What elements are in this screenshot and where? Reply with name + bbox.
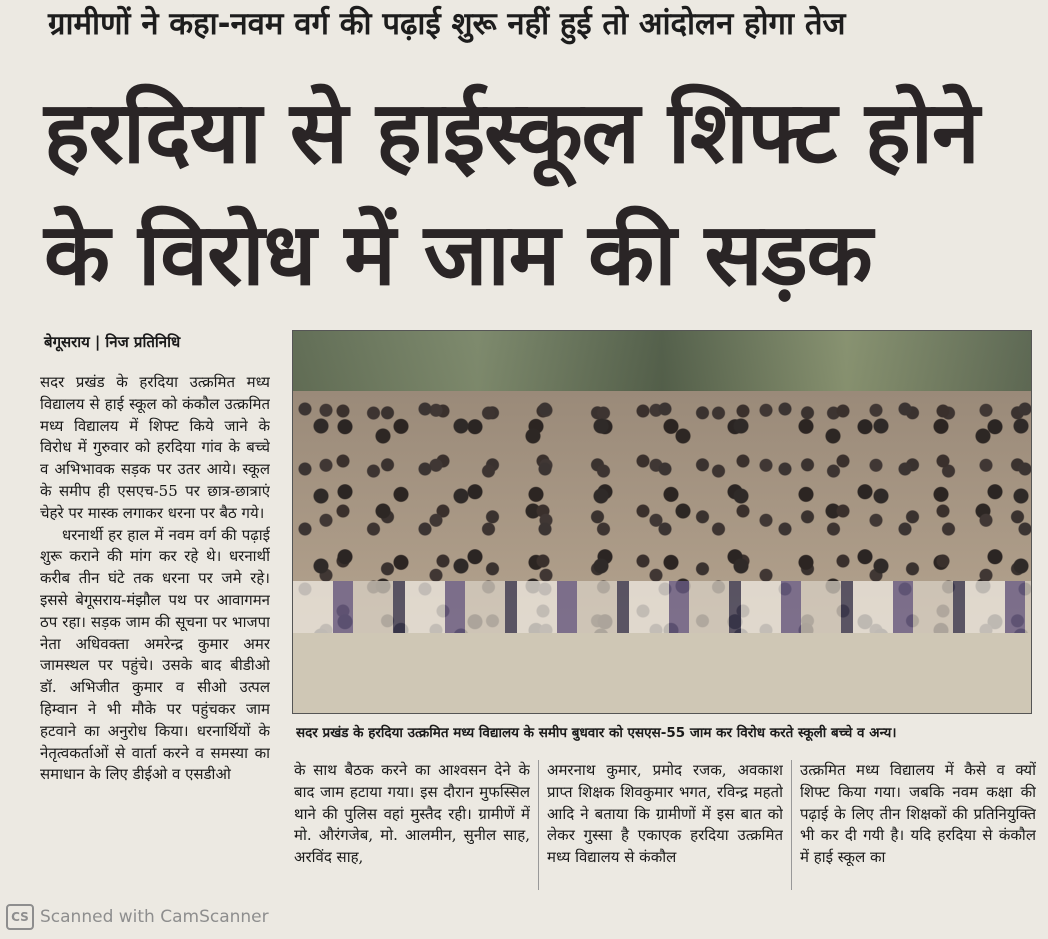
column-divider <box>791 760 792 890</box>
camscanner-logo-icon: CS <box>6 904 34 930</box>
photo-road <box>293 633 1031 713</box>
article-column-4 <box>800 760 1036 890</box>
article-column-1 <box>40 372 270 892</box>
headline-line-2: के विरोध में जाम की सड़क <box>44 205 872 305</box>
byline-separator: | <box>94 333 101 351</box>
camscanner-watermark <box>6 902 306 932</box>
article-paragraph-2: धरनार्थी हर हाल में नवम वर्ग की पढ़ाई शुरू कराने की मांग कर रहे थे। धरनार्थी करीब तीन घंटे तक धरना पर जमे रहे। इससे बेगूसराय-मंझौल पथ पर आवागमन ठप रहा। सड़क जाम की सूचना पर भाजपा नेता अधिवक्ता अमरेन्द्र कुमार अमर जामस्थल पर पहुंचे। उसके बाद बीडीओ डॉ. अभिजीत कुमार व सीओ उत्पल हिम्वान ने भी मौके पर पहुंचकर जाम हटवाने का अनुरोध किया। धरनार्थियों के नेतृत्वकर्ताओं से वार्ता करने व समस्या का समाधान के लिए डीईओ व एसडीओ <box>40 525 270 784</box>
article-column-3-text: अमरनाथ कुमार, प्रमोद रजक, अवकाश प्राप्त शिक्षक शिवकुमार भगत, रविन्द्र महतो आदि ने बताया कि ग्रामीणों में इस बात को लेकर गुस्सा है एकाएक हरदिया उत्क्रमित मध्य विद्यालय से कंकौल <box>547 761 783 867</box>
news-photo-protest <box>292 330 1032 714</box>
headline-line-1: हरदिया से हाईस्कूल शिफ्ट होने <box>44 83 979 183</box>
kicker-headline: ग्रामीणों ने कहा-नवम वर्ग की पढ़ाई शुरू नहीं हुई तो आंदोलन होगा तेज <box>48 6 846 42</box>
byline-reporter: निज प्रतिनिधि <box>105 333 181 351</box>
article-column-4-text: उत्क्रमित मध्य विद्यालय में कैसे व क्यों शिफ्ट किया गया। जबकि नवम कक्षा की पढ़ाई के लिए तीन शिक्षकों की प्रतिनियुक्ति भी कर दी गयी है। यदि हरदिया से कंकौल में हाई स्कूल का <box>800 761 1036 867</box>
article-column-3 <box>547 760 783 890</box>
article-column-2-text: के साथ बैठक करने का आश्वसन देने के बाद जाम हटाया गया। इस दौरान मुफस्सिल थाने की पुलिस वहां मुस्तैद रही। ग्रामीणें में मो. औरंगजेब, मो. आलमीन, सुनील साह, अरविंद साह, <box>294 761 530 867</box>
photo-caption: सदर प्रखंड के हरदिया उत्क्रमित मध्य विद्यालय के समीप बुधवार को एसएस-55 जाम कर विरोध करते स्कूली बच्चे व अन्य। <box>296 725 897 741</box>
watermark-text: Scanned with CamScanner <box>40 907 269 927</box>
column-divider <box>538 760 539 890</box>
article-column-2 <box>294 760 530 890</box>
byline-place: बेगूसराय <box>44 333 90 351</box>
byline <box>44 328 284 356</box>
article-paragraph-1: सदर प्रखंड के हरदिया उत्क्रमित मध्य विद्यालय से हाई स्कूल को कंकौल उत्क्रमित मध्य विद्यालय में शिफ्ट किये जाने के विरोध में गुरुवार को हरदिया गांव के बच्चे व अभिभावक सड़क पर उतर आये। स्कूल के समीप ही एसएच-55 पर छात्र-छात्राएं चेहरे पर मास्क लगाकर धरना पर बैठ गये। <box>40 373 270 522</box>
